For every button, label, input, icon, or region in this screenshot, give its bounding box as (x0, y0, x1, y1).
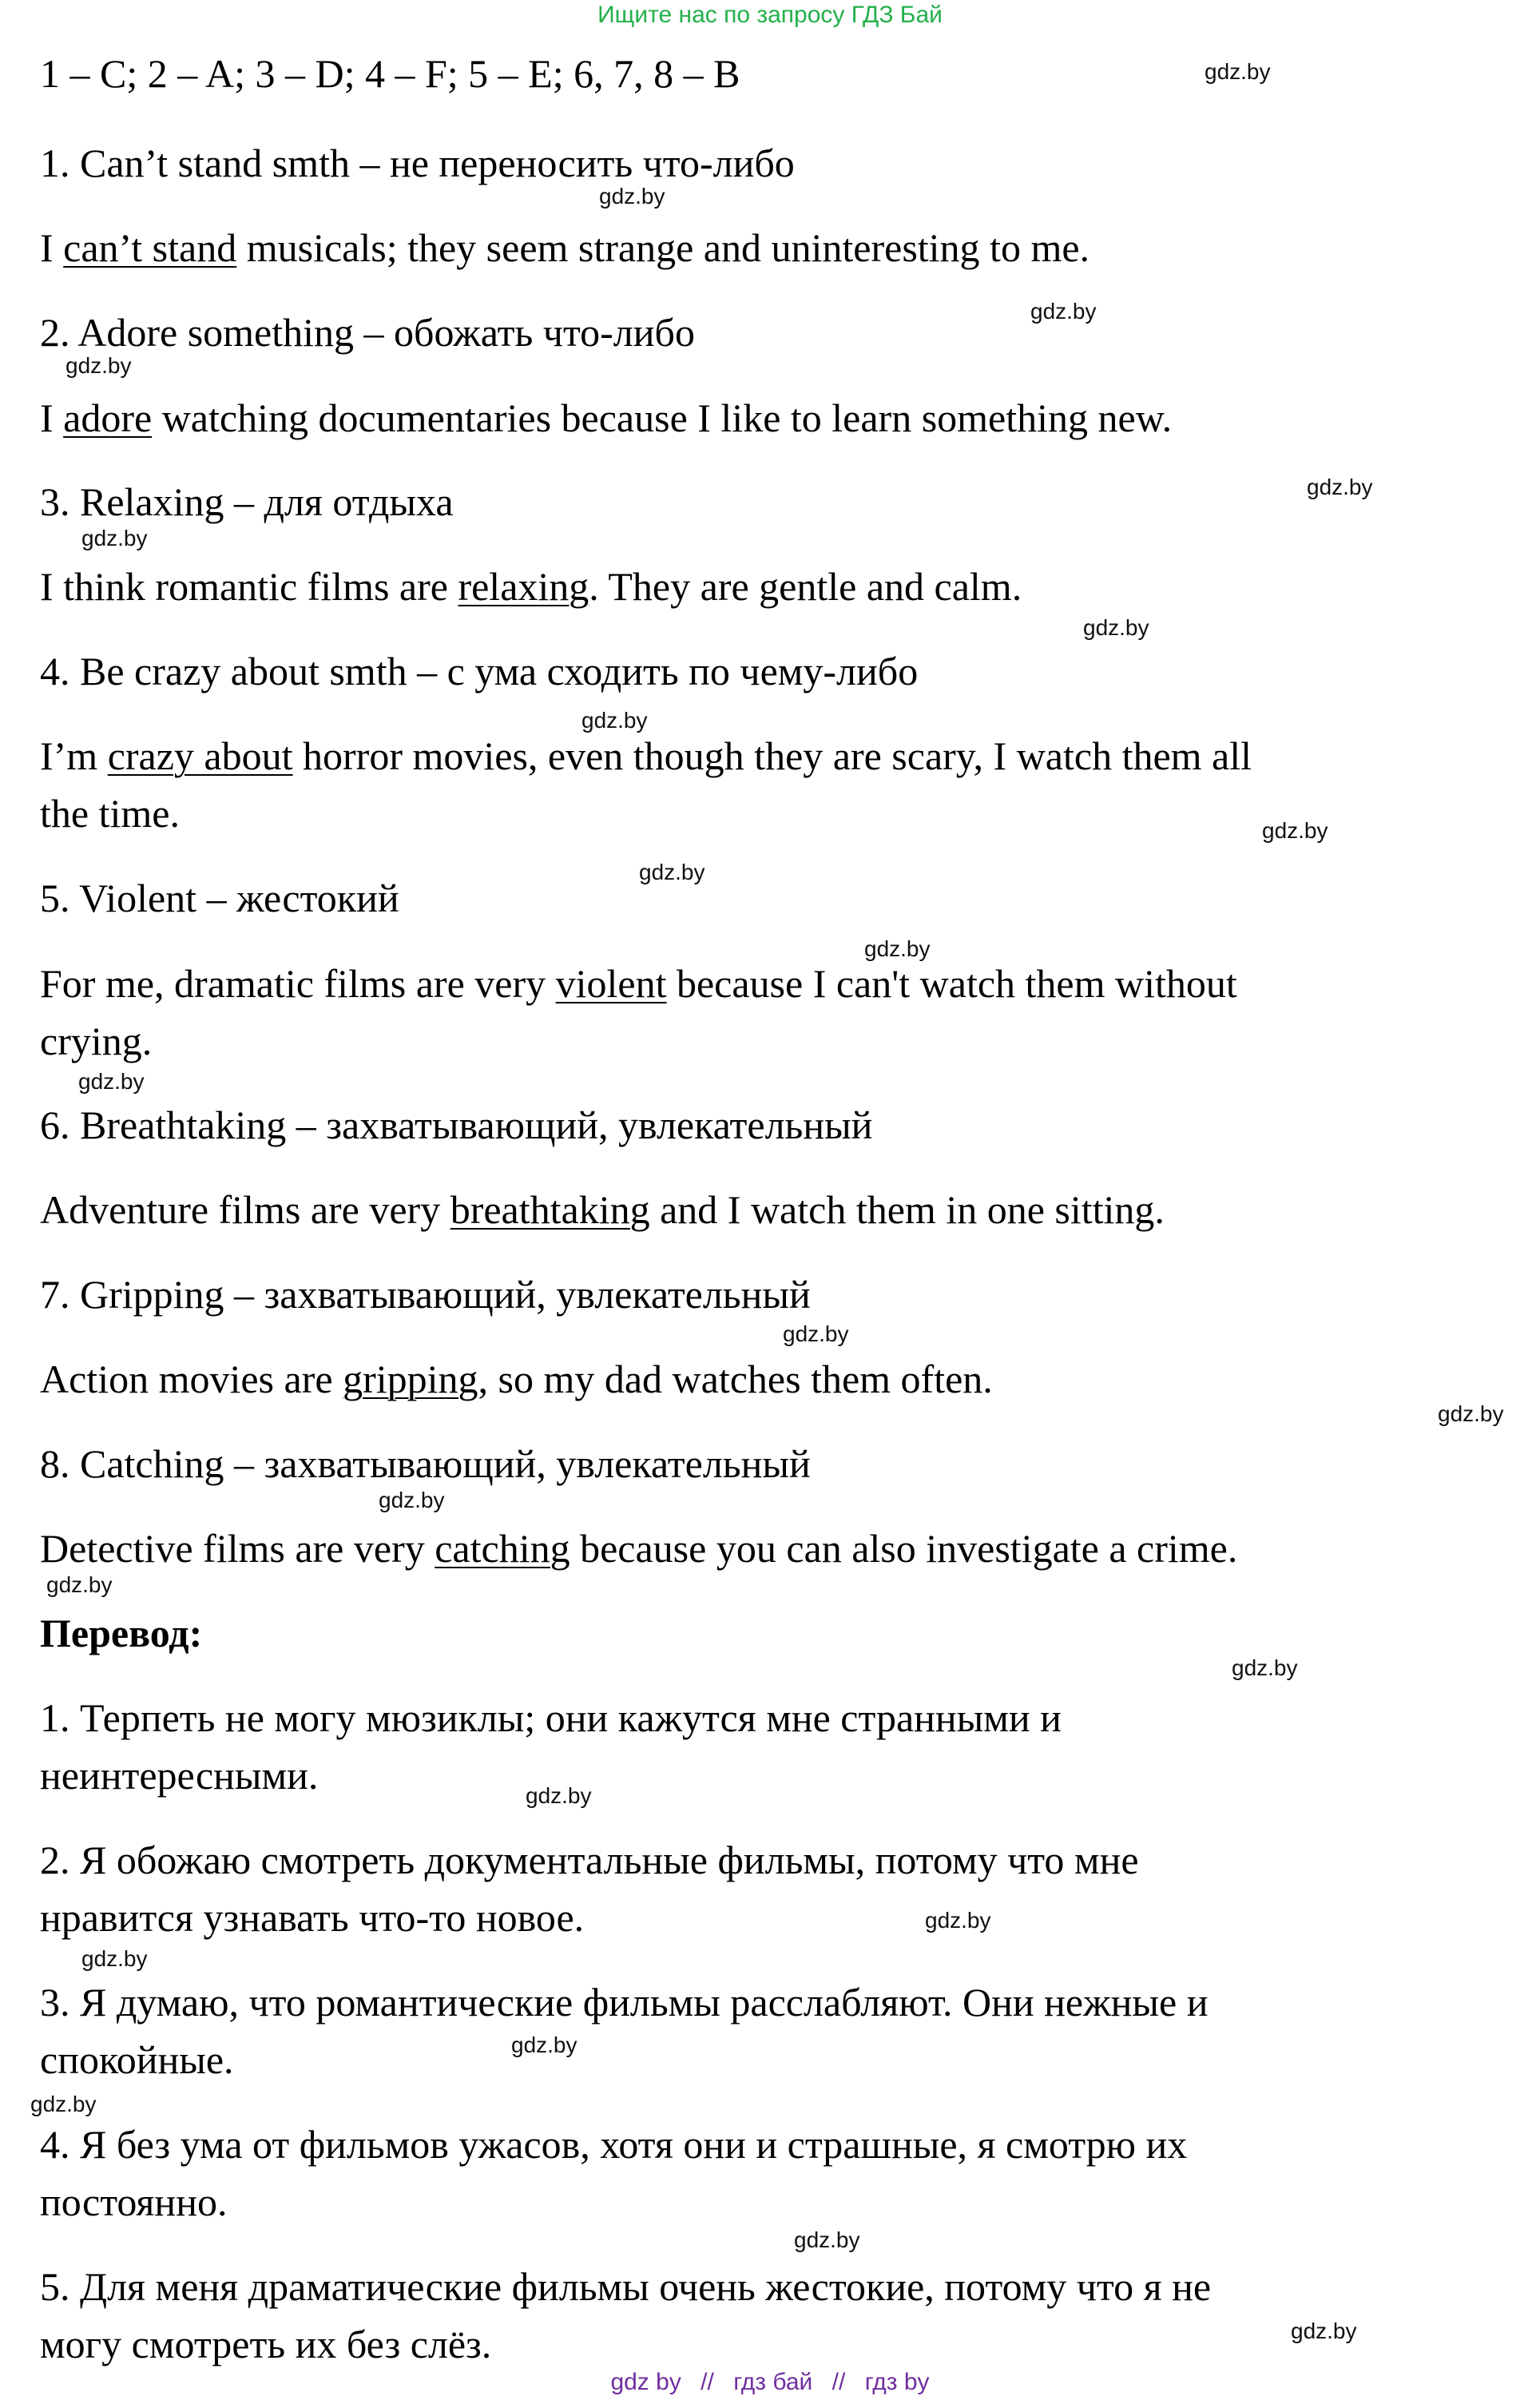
watermark: gdz.by (794, 2227, 860, 2252)
watermark: gdz.by (1030, 299, 1097, 324)
top-banner: Ищите нас по запросу ГДЗ Бай (597, 2, 943, 28)
item-heading-4: 4. Be crazy about smth – с ума сходить по чему-либо (40, 649, 919, 693)
underlined-term: relaxing (458, 564, 589, 609)
footer-link-gdz-bai[interactable]: гдз бай (733, 2369, 813, 2395)
footer-link-gdz-by-cyr[interactable]: гдз by (864, 2369, 930, 2395)
item-example-7: Action movies are gripping, so my dad watches them often. (40, 1357, 993, 1401)
watermark: gdz.by (1438, 1401, 1504, 1426)
watermark: gdz.by (46, 1572, 113, 1597)
item-heading-6: 6. Breathtaking – захватывающий, увлекательный (40, 1103, 873, 1147)
watermark: gdz.by (599, 184, 665, 209)
translation-4-line-1: 4. Я без ума от фильмов ужасов, хотя они и страшные, я смотрю их (40, 2122, 1188, 2167)
answer-key: 1 – C; 2 – A; 3 – D; 4 – F; 5 – E; 6, 7, 8 – B (40, 51, 740, 96)
watermark: gdz.by (511, 2032, 578, 2057)
translation-heading: Перевод: (40, 1611, 203, 1655)
watermark: gdz.by (30, 2092, 97, 2116)
item-example-8: Detective films are very catching because you can also investigate a crime. (40, 1526, 1238, 1571)
underlined-term: breathtaking (450, 1187, 650, 1232)
underlined-term: gripping (343, 1357, 478, 1401)
watermark: gdz.by (783, 1321, 849, 1346)
watermark: gdz.by (379, 1488, 445, 1512)
footer-link-gdz-by[interactable]: gdz by (610, 2369, 681, 2395)
translation-4-line-2: постоянно. (40, 2179, 228, 2224)
item-example-5-continued: crying. (40, 1019, 153, 1063)
watermark: gdz.by (581, 708, 648, 733)
translation-2-line-2: нравится узнавать что-то новое. (40, 1895, 585, 1940)
watermark: gdz.by (526, 1783, 592, 1808)
watermark: gdz.by (1232, 1655, 1298, 1680)
item-heading-2: 2. Adore something – обожать что-либо (40, 310, 695, 355)
item-example-6: Adventure films are very breathtaking and I watch them in one sitting. (40, 1187, 1165, 1232)
watermark: gdz.by (1307, 475, 1373, 499)
footer-separator: // (832, 2369, 846, 2395)
watermark: gdz.by (1291, 2319, 1357, 2343)
item-heading-1: 1. Can’t stand smth – не переносить что-либо (40, 141, 795, 185)
item-example-5: For me, dramatic films are very violent because I can't watch them without (40, 961, 1237, 1006)
translation-5-line-1: 5. Для меня драматические фильмы очень жестокие, потому что я не (40, 2264, 1212, 2309)
underlined-term: catching (435, 1526, 570, 1571)
item-example-3: I think romantic films are relaxing. They are gentle and calm. (40, 564, 1022, 609)
translation-3-line-2: спокойные. (40, 2037, 234, 2082)
item-example-4-continued: the time. (40, 791, 180, 836)
item-example-4: I’m crazy about horror movies, even though they are scary, I watch them all (40, 733, 1252, 778)
item-heading-3: 3. Relaxing – для отдыха (40, 479, 454, 524)
item-example-1: I can’t stand musicals; they seem strange and uninteresting to me. (40, 225, 1090, 270)
translation-1-line-1: 1. Терпеть не могу мюзиклы; они кажутся мне странными и (40, 1695, 1062, 1740)
translation-2-line-1: 2. Я обожаю смотреть документальные фильмы, потому что мне (40, 1838, 1139, 1882)
watermark: gdz.by (639, 860, 705, 884)
watermark: gdz.by (78, 1069, 145, 1094)
underlined-term: violent (555, 961, 667, 1006)
watermark: gdz.by (925, 1908, 991, 1933)
underlined-term: crazy about (107, 733, 293, 778)
watermark: gdz.by (65, 353, 132, 378)
footer-separator: // (701, 2369, 714, 2395)
translation-5-line-2: могу смотреть их без слёз. (40, 2322, 492, 2366)
watermark: gdz.by (81, 526, 148, 550)
watermark: gdz.by (1262, 818, 1328, 843)
underlined-term: adore (63, 395, 153, 440)
item-heading-8: 8. Catching – захватывающий, увлекательный (40, 1441, 811, 1486)
watermark: gdz.by (1083, 615, 1149, 640)
watermark: gdz.by (81, 1946, 148, 1971)
footer-links (0, 2366, 1540, 2398)
item-example-2: I adore watching documentaries because I like to learn something new. (40, 395, 1173, 440)
item-heading-7: 7. Gripping – захватывающий, увлекательный (40, 1272, 811, 1317)
watermark: gdz.by (864, 936, 931, 961)
translation-1-line-2: неинтересными. (40, 1753, 319, 1798)
translation-3-line-1: 3. Я думаю, что романтические фильмы расслабляют. Они нежные и (40, 1980, 1209, 2025)
watermark: gdz.by (1205, 59, 1271, 84)
item-heading-5: 5. Violent – жестокий (40, 876, 399, 920)
underlined-term: can’t stand (63, 225, 237, 270)
